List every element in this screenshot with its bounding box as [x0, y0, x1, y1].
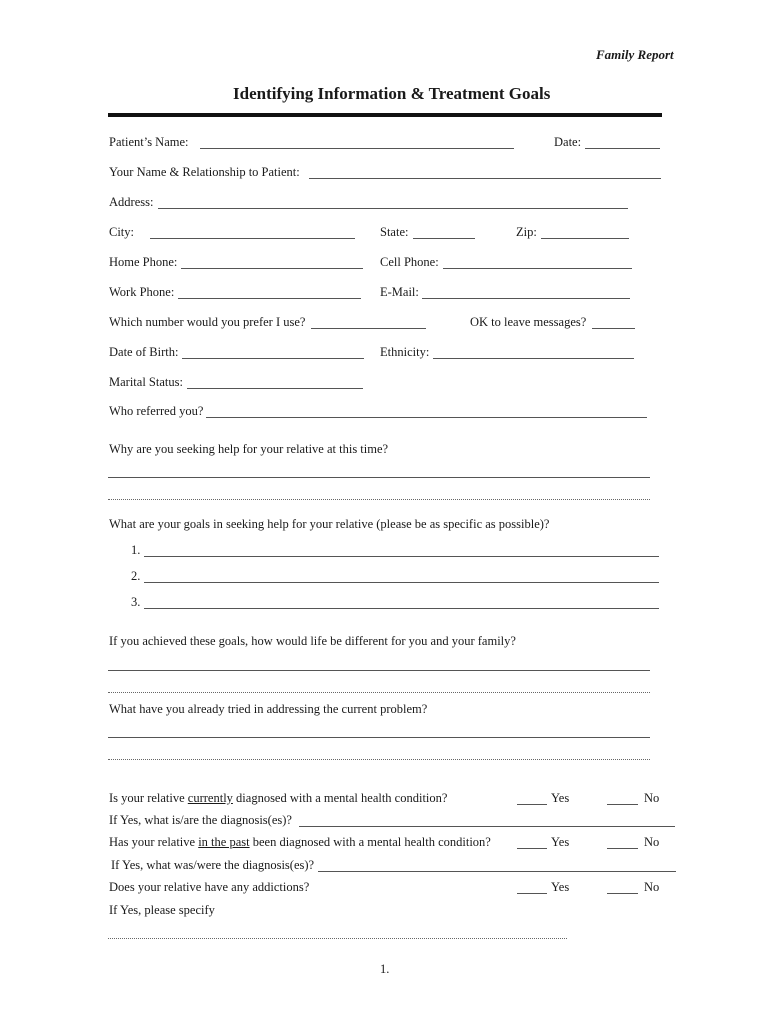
city-field[interactable] [150, 238, 355, 239]
patient-name-label: Patient’s Name: [109, 135, 189, 149]
current-diagnosis-if-label: If Yes, what is/are the diagnosis(es)? [109, 813, 292, 827]
goal-field-3[interactable] [144, 608, 659, 609]
your-name-field[interactable] [309, 178, 661, 179]
tried-line-1[interactable] [108, 737, 650, 738]
ethnicity-field[interactable] [433, 358, 634, 359]
why-help-line-2[interactable] [108, 499, 650, 500]
past-diagnosis-question: Has your relative in the past been diagnosed with a mental health condition? [109, 835, 491, 849]
work-phone-label: Work Phone: [109, 285, 175, 299]
addictions-question: Does your relative have any addictions? [109, 880, 310, 894]
dob-label: Date of Birth: [109, 345, 179, 359]
current-diagnosis-question: Is your relative currently diagnosed with a mental health condition? [109, 791, 448, 805]
current-yes-blank[interactable] [517, 804, 547, 805]
date-field[interactable] [585, 148, 660, 149]
addictions-yes-label: Yes [551, 880, 570, 894]
page-title: Identifying Information & Treatment Goals [233, 84, 551, 103]
referred-label: Who referred you? [109, 404, 204, 418]
zip-field[interactable] [541, 238, 629, 239]
life-different-line-2[interactable] [108, 692, 650, 693]
title-rule [108, 113, 662, 117]
zip-label: Zip: [516, 225, 537, 239]
goal-number-3: 3. [131, 595, 141, 609]
why-help-question: Why are you seeking help for your relative at this time? [109, 442, 389, 456]
goal-field-2[interactable] [144, 582, 659, 583]
email-label: E-Mail: [380, 285, 419, 299]
why-help-line-1[interactable] [108, 477, 650, 478]
past-diagnosis-field[interactable] [318, 871, 676, 872]
date-label: Date: [554, 135, 582, 149]
life-different-line-1[interactable] [108, 670, 650, 671]
goal-number-1: 1. [131, 543, 141, 557]
ethnicity-label: Ethnicity: [380, 345, 430, 359]
marital-field[interactable] [187, 388, 363, 389]
past-yes-blank[interactable] [517, 848, 547, 849]
addictions-specify-field[interactable] [108, 938, 567, 939]
email-field[interactable] [422, 298, 630, 299]
report-type-label: Family Report [596, 47, 674, 62]
patient-name-field[interactable] [200, 148, 514, 149]
ok-messages-field[interactable] [592, 328, 635, 329]
tried-line-2[interactable] [108, 759, 650, 760]
referred-field[interactable] [206, 417, 647, 418]
current-no-blank[interactable] [607, 804, 638, 805]
address-label: Address: [109, 195, 154, 209]
page-number: 1. [380, 962, 390, 976]
goal-number-2: 2. [131, 569, 141, 583]
past-yes-label: Yes [551, 835, 570, 849]
addictions-no-blank[interactable] [607, 893, 638, 894]
dob-field[interactable] [182, 358, 364, 359]
work-phone-field[interactable] [178, 298, 361, 299]
preferred-number-field[interactable] [311, 328, 426, 329]
address-field[interactable] [158, 208, 628, 209]
marital-label: Marital Status: [109, 375, 183, 389]
addictions-yes-blank[interactable] [517, 893, 547, 894]
tried-question: What have you already tried in addressing the current problem? [109, 702, 428, 716]
preferred-number-label: Which number would you prefer I use? [109, 315, 306, 329]
current-yes-label: Yes [551, 791, 570, 805]
goals-question: What are your goals in seeking help for your relative (please be as specific as possible)? [109, 517, 550, 531]
past-diagnosis-if-label: If Yes, what was/were the diagnosis(es)? [111, 858, 315, 872]
past-no-blank[interactable] [607, 848, 638, 849]
home-phone-field[interactable] [181, 268, 363, 269]
cell-phone-label: Cell Phone: [380, 255, 439, 269]
state-field[interactable] [413, 238, 475, 239]
addictions-if-label: If Yes, please specify [109, 903, 215, 917]
state-label: State: [380, 225, 409, 239]
life-different-question: If you achieved these goals, how would life be different for you and your family? [109, 634, 516, 648]
city-label: City: [109, 225, 135, 239]
past-no-label: No [644, 835, 660, 849]
current-diagnosis-field[interactable] [299, 826, 675, 827]
goal-field-1[interactable] [144, 556, 659, 557]
ok-messages-label: OK to leave messages? [470, 315, 587, 329]
addictions-no-label: No [644, 880, 660, 894]
cell-phone-field[interactable] [443, 268, 632, 269]
home-phone-label: Home Phone: [109, 255, 178, 269]
your-name-label: Your Name & Relationship to Patient: [109, 165, 300, 179]
current-no-label: No [644, 791, 660, 805]
